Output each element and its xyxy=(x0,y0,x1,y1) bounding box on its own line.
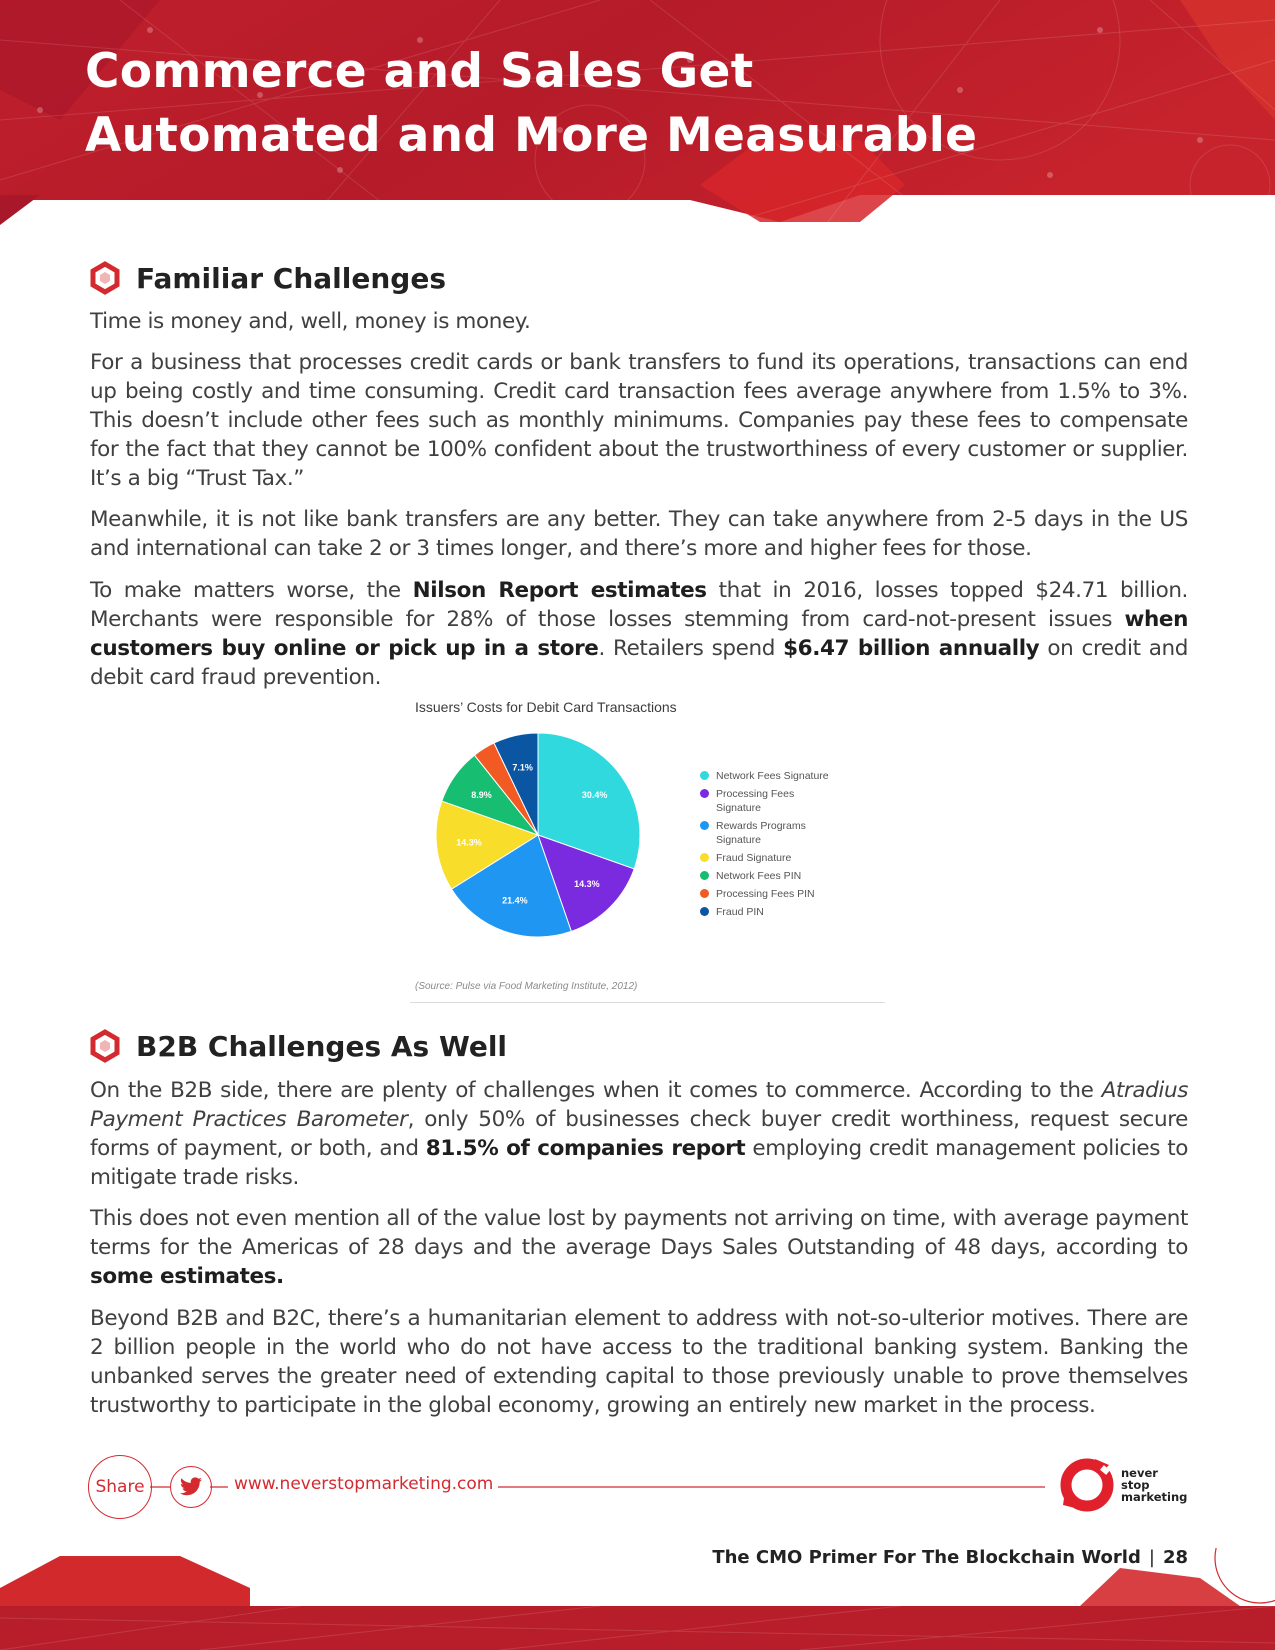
text: on credit and debit card fraud prevention. xyxy=(90,636,1188,690)
website-link[interactable]: www.neverstopmarketing.com xyxy=(234,1474,494,1494)
legend-label: Processing Fees Signature xyxy=(716,788,795,814)
legend-item xyxy=(700,769,890,783)
text: This does not even mention all of the value lost by payments not arriving on time, with average payment terms for the Americas of 28 days and the average Days Sales Outstanding of 48 days, according to xyxy=(90,1206,1188,1260)
legend-item xyxy=(700,905,890,919)
logo-text-line: marketing xyxy=(1121,1490,1188,1504)
page-title xyxy=(85,40,1185,168)
footer-background xyxy=(0,1548,1275,1650)
text-italic: Atradius Payment Practices Barometer xyxy=(90,1078,1188,1132)
section-title: Familiar Challenges xyxy=(136,261,446,295)
chart-source: (Source: Pulse via Food Marketing Institute, 2012) xyxy=(415,981,638,992)
legend-swatch xyxy=(700,889,709,898)
paragraph: Time is money and, well, money is money. xyxy=(90,309,531,334)
hexagon-bullet-icon xyxy=(88,261,122,295)
logo-text-line: stop xyxy=(1121,1478,1150,1492)
legend-swatch xyxy=(700,853,709,862)
link-some-estimates[interactable]: some estimates. xyxy=(90,1264,284,1289)
page-title-line-2: Automated and More Measurable xyxy=(85,108,978,163)
paragraph-payment-terms xyxy=(90,1204,1188,1291)
logo-text-line: never xyxy=(1121,1466,1158,1480)
legend-swatch xyxy=(700,907,709,916)
text: , only 50% of businesses check buyer credit worthiness, request secure forms of payment, or both, and xyxy=(90,1107,1188,1161)
section-heading-b2b-challenges xyxy=(88,1029,507,1063)
pie-data-label: 14.3% xyxy=(456,837,482,848)
pie-data-label: 14.3% xyxy=(574,879,600,890)
paragraph-atradius xyxy=(90,1076,1188,1192)
text: . Retailers spend xyxy=(598,636,784,661)
legend-swatch xyxy=(700,771,709,780)
pie-data-label: 21.4% xyxy=(502,895,528,906)
divider xyxy=(410,1002,885,1003)
chart-legend xyxy=(700,769,890,923)
pie-data-label: 8.9% xyxy=(471,789,492,800)
never-stop-marketing-logo-icon xyxy=(1057,1455,1117,1515)
link-companies-report[interactable]: 81.5% of companies report xyxy=(425,1136,746,1161)
text: employing credit management policies to mitigate trade risks. xyxy=(90,1136,1188,1190)
legend-swatch xyxy=(700,871,709,880)
legend-item xyxy=(700,869,890,883)
paragraph: Beyond B2B and B2C, there’s a humanitarian element to address with not-so-ulterior motives. There are 2 billion people in the world who do not have access to the traditional banking system. Banking the unbanked serves the greater need of extending capital to those previously unable to prove themselves trustworthy to participate in the global economy, growing an entirely new market in the process. xyxy=(90,1306,1188,1418)
text: that in 2016, losses topped $24.71 billion. Merchants were responsible for 28% of those losses stemming from card-not-present issues xyxy=(90,578,1188,632)
legend-item xyxy=(700,819,890,847)
legend-item xyxy=(700,787,890,815)
twitter-bird-icon xyxy=(179,1477,203,1497)
legend-label: Rewards Programs Signature xyxy=(716,820,806,846)
document-title: The CMO Primer For The Blockchain World xyxy=(712,1547,1141,1568)
page-number: 28 xyxy=(1162,1547,1188,1568)
footer-banner xyxy=(0,1548,1275,1650)
pie-chart-svg xyxy=(410,725,690,975)
legend-label: Processing Fees PIN xyxy=(716,888,815,900)
text: To make matters worse, the xyxy=(90,578,413,603)
paragraph: Meanwhile, it is not like bank transfers are any better. They can take anywhere from 2-5 days in the US and international can take 2 or 3 times longer, and there’s more and higher fees for those. xyxy=(90,507,1188,561)
logo-wordmark xyxy=(1121,1467,1187,1503)
section-title: B2B Challenges As Well xyxy=(136,1029,508,1063)
paragraph-nilson xyxy=(90,576,1188,692)
link-nilson-report[interactable]: Nilson Report estimates xyxy=(412,578,707,603)
legend-label: Network Fees PIN xyxy=(716,870,802,882)
page-title-line-1: Commerce and Sales Get xyxy=(85,44,754,99)
pie-data-label: 7.1% xyxy=(512,762,533,773)
section-heading-familiar-challenges xyxy=(88,261,446,295)
pie-data-label: 30.4% xyxy=(581,789,608,800)
legend-label: Fraud Signature xyxy=(716,852,792,864)
brand-logo xyxy=(1057,1455,1187,1515)
legend-item xyxy=(700,887,890,901)
link-customers-buy-online[interactable]: when customers buy online or pick up in a store xyxy=(90,607,1188,661)
paragraph: For a business that processes credit cards or bank transfers to fund its operations, transactions can end up being costly and time consuming. Credit card transaction fees average anywhere from 1.5% to 3%. This doesn’t include other fees such as monthly minimums. Companies pay these fees to compensate for the fact that they cannot be 100% confident about the trustworthiness of every customer or supplier. It’s a big “Trust Tax.” xyxy=(90,350,1188,491)
legend-label: Fraud PIN xyxy=(716,906,764,918)
legend-label: Network Fees Signature xyxy=(716,770,829,782)
header-banner xyxy=(0,0,1275,232)
hexagon-bullet-icon xyxy=(88,1029,122,1063)
legend-swatch xyxy=(700,789,709,798)
chart-title: Issuers’ Costs for Debit Card Transactions xyxy=(415,699,677,715)
footer-separator: | xyxy=(1148,1547,1155,1568)
text: On the B2B side, there are plenty of challenges when it comes to commerce. According to the xyxy=(90,1078,1102,1103)
share-button[interactable]: Share xyxy=(88,1455,152,1519)
pie-chart xyxy=(410,695,890,1005)
legend-swatch xyxy=(700,821,709,830)
link-billion-annually[interactable]: $6.47 billion annually xyxy=(783,636,1040,661)
legend-item xyxy=(700,851,890,865)
twitter-share-button[interactable] xyxy=(170,1466,212,1508)
